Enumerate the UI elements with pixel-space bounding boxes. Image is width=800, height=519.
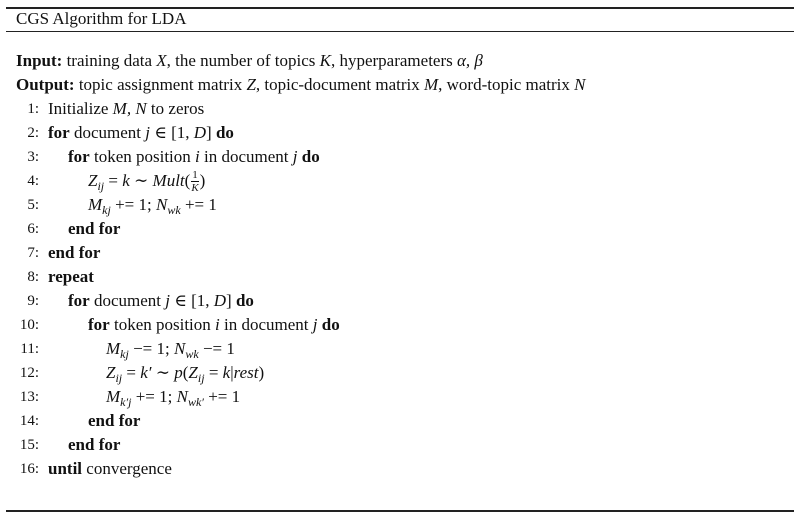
math-op: =	[122, 363, 141, 382]
line-text: Initialize	[48, 99, 113, 118]
algorithm-caption: CGS Algorithm for LDA	[16, 9, 187, 28]
math-var: N	[156, 195, 168, 214]
line-text: to zeros	[146, 99, 205, 118]
keyword-end-for: end for	[48, 243, 101, 262]
line-text: document	[69, 123, 146, 142]
math-op: ∼	[129, 171, 153, 190]
math-var: j	[165, 291, 170, 310]
math-op: =	[104, 171, 123, 190]
math-op: ]	[206, 123, 216, 142]
math-op: =	[204, 363, 223, 382]
math-subscript: wk′	[187, 395, 204, 409]
var-m: M	[423, 75, 439, 94]
keyword-until: until	[48, 459, 83, 478]
line-text: token position	[89, 147, 196, 166]
line-body	[48, 266, 94, 288]
fraction-numerator: 1	[192, 169, 198, 182]
line-text: in document	[219, 315, 313, 334]
var-alpha-beta: α, β	[457, 51, 483, 70]
line-number: 11:	[20, 341, 39, 357]
bottom-rule	[6, 510, 794, 512]
math-op: (	[184, 171, 191, 190]
line-number: 5:	[27, 197, 39, 213]
input-text-3: , hyperparameters	[330, 51, 457, 70]
output-line	[16, 74, 585, 96]
line-number: 15:	[19, 437, 39, 453]
line-number: 10:	[19, 317, 39, 333]
line-number: 16:	[19, 461, 39, 477]
var-n: N	[574, 75, 586, 94]
math-var: D	[213, 291, 227, 310]
line-number: 7:	[27, 245, 39, 261]
keyword-do: do	[321, 315, 340, 334]
math-var: rest	[233, 363, 259, 382]
math-op: += 1	[203, 387, 241, 406]
math-var: Z	[88, 171, 98, 190]
line-body	[88, 410, 140, 432]
math-op: ∈ [1,	[150, 123, 194, 142]
output-text-3: , word-topic matrix	[438, 75, 575, 94]
keyword-do: do	[235, 291, 254, 310]
math-op: )	[258, 363, 265, 382]
line-number: 13:	[19, 389, 39, 405]
math-var: M	[106, 387, 121, 406]
keyword-do: do	[301, 147, 320, 166]
math-var: j	[312, 315, 318, 334]
line-body	[48, 122, 234, 144]
keyword-end-for: end for	[88, 411, 141, 430]
var-x: X	[156, 51, 167, 70]
output-text-1: topic assignment matrix	[74, 75, 247, 94]
math-op: −= 1	[198, 339, 235, 358]
keyword-for: for	[68, 291, 90, 310]
math-var: k′	[140, 363, 152, 382]
line-body	[88, 194, 217, 221]
math-var: k	[222, 363, 231, 382]
math-op: −= 1;	[128, 339, 174, 358]
line-body	[48, 242, 100, 264]
output-label: Output:	[16, 75, 75, 94]
keyword-end-for: end for	[68, 435, 121, 454]
var-z: Z	[246, 75, 256, 94]
math-var: k	[122, 171, 130, 190]
line-body	[106, 338, 235, 365]
math-var: j	[145, 123, 150, 142]
line-body	[68, 146, 320, 168]
keyword-for: for	[68, 147, 90, 166]
line-body	[88, 170, 205, 197]
input-text-2: , the number of topics	[166, 51, 320, 70]
math-op: )	[199, 171, 206, 190]
line-body	[106, 362, 264, 389]
fraction-denominator: K	[191, 182, 199, 195]
math-fraction	[191, 170, 198, 194]
math-op: ∈ [1,	[170, 291, 214, 310]
line-text: token position	[109, 315, 216, 334]
math-var: M	[106, 339, 121, 358]
math-op: ∼	[151, 363, 175, 382]
line-body	[68, 434, 120, 456]
keyword-end-for: end for	[68, 219, 121, 238]
line-number: 4:	[27, 173, 39, 189]
var-k: K	[319, 51, 331, 70]
math-var: N	[174, 339, 186, 358]
line-body	[48, 458, 172, 480]
math-subscript: kj	[120, 347, 129, 361]
math-var: i	[215, 315, 220, 334]
line-number: 2:	[27, 125, 39, 141]
output-text-2: , topic-document matrix	[255, 75, 424, 94]
math-func: p	[174, 363, 183, 382]
math-var: Z	[188, 363, 198, 382]
line-text: convergence	[82, 459, 172, 478]
math-var: N	[176, 387, 188, 406]
math-var: M	[88, 195, 103, 214]
line-body	[88, 314, 340, 336]
line-body	[48, 98, 204, 120]
line-number: 8:	[27, 269, 39, 285]
line-text: document	[89, 291, 166, 310]
math-vars: M, N	[112, 99, 147, 118]
line-body	[68, 290, 254, 312]
keyword-for: for	[48, 123, 70, 142]
input-label: Input:	[16, 51, 63, 70]
line-text: in document	[199, 147, 293, 166]
line-body	[68, 218, 120, 240]
math-subscript: ij	[115, 371, 123, 385]
line-number: 6:	[27, 221, 39, 237]
math-subscript: ij	[197, 371, 205, 385]
line-number: 14:	[19, 413, 39, 429]
math-op: |	[230, 363, 234, 382]
line-body	[106, 386, 240, 413]
math-subscript: k′j	[120, 395, 132, 409]
math-var: i	[195, 147, 200, 166]
caption-rule	[6, 31, 794, 32]
line-number: 9:	[27, 293, 39, 309]
keyword-repeat: repeat	[48, 267, 94, 286]
line-number: 1:	[27, 101, 39, 117]
math-op: += 1;	[110, 195, 156, 214]
math-op: ]	[226, 291, 236, 310]
input-line	[16, 50, 483, 72]
math-func: Mult	[152, 171, 185, 190]
math-var: D	[193, 123, 207, 142]
math-subscript: ij	[97, 179, 105, 193]
keyword-do: do	[215, 123, 234, 142]
math-op: += 1	[180, 195, 217, 214]
math-var: Z	[106, 363, 116, 382]
math-var: j	[292, 147, 298, 166]
math-subscript: wk	[185, 347, 199, 361]
math-op: += 1;	[131, 387, 177, 406]
math-subscript: wk	[167, 203, 181, 217]
line-number: 3:	[27, 149, 39, 165]
math-subscript: kj	[102, 203, 111, 217]
line-number: 12:	[19, 365, 39, 381]
keyword-for: for	[88, 315, 110, 334]
input-text-1: training data	[62, 51, 157, 70]
math-op: (	[182, 363, 189, 382]
